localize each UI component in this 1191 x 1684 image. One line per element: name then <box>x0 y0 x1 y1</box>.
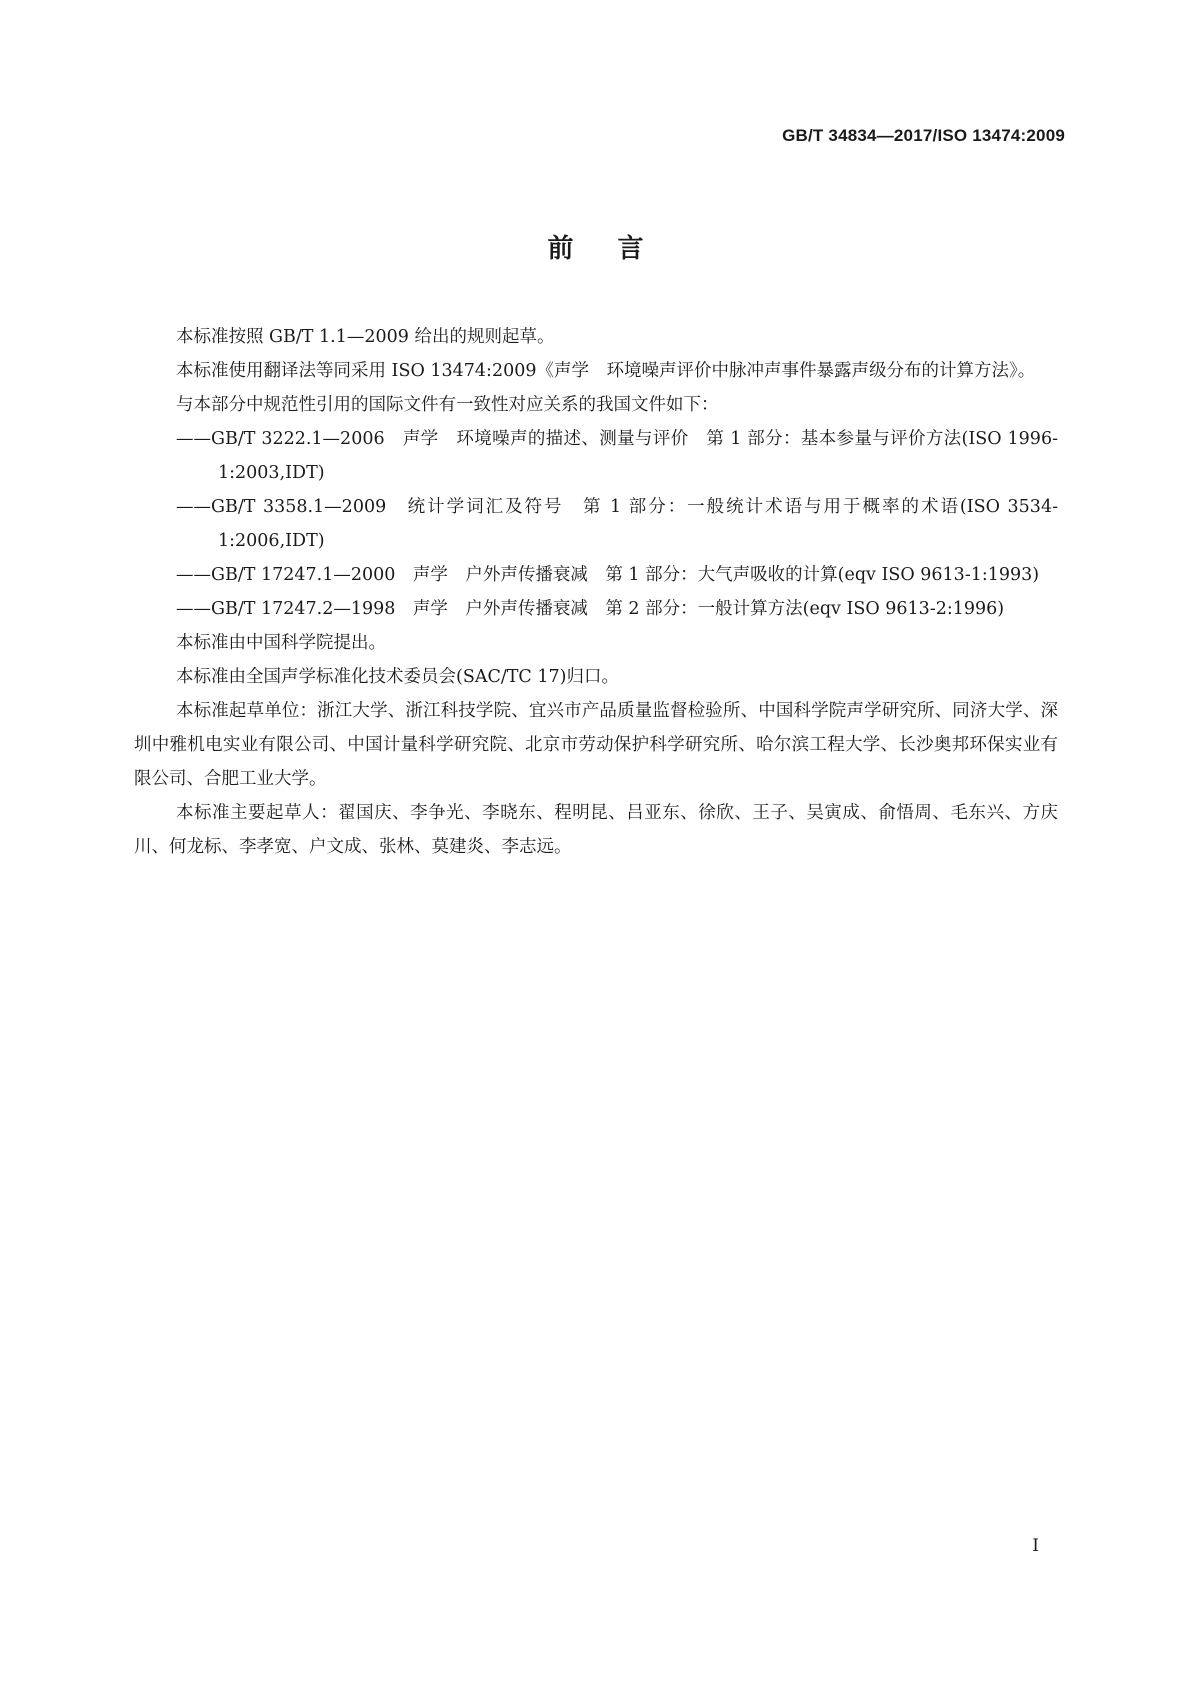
paragraph-centralized-by: 本标准由全国声学标准化技术委员会(SAC/TC 17)归口。 <box>176 667 619 687</box>
standard-code-header: GB/T 34834—2017/ISO 13474:2009 <box>782 126 1065 145</box>
reference-item: ——GB/T 3358.1—2009 统计学词汇及符号 第 1 部分：一般统计术语与用于概率的术语(ISO 3534-1:2006,IDT) <box>176 497 1058 551</box>
paragraph-drafting-units: 本标准起草单位：浙江大学、浙江科技学院、宜兴市产品质量监督检验所、中国科学院声学研究所、同济大学、深圳中雅机电实业有限公司、中国计量科学研究院、北京市劳动保护科学研究所、哈尔滨工程大学、长沙奥邦环保实业有限公司、合肥工业大学。 <box>134 701 1058 789</box>
page-number: I <box>1032 1536 1039 1556</box>
reference-item: ——GB/T 17247.1—2000 声学 户外声传播衰减 第 1 部分：大气声吸收的计算(eqv ISO 9613-1:1993) <box>176 565 1040 585</box>
paragraph-references-intro: 与本部分中规范性引用的国际文件有一致性对应关系的我国文件如下： <box>176 395 719 415</box>
reference-item: ——GB/T 3222.1—2006 声学 环境噪声的描述、测量与评价 第 1 部分：基本参量与评价方法(ISO 1996-1:2003,IDT) <box>176 429 1058 483</box>
paragraph-drafting-rules: 本标准按照 GB/T 1.1—2009 给出的规则起草。 <box>176 327 555 347</box>
reference-item: ——GB/T 17247.2—1998 声学 户外声传播衰减 第 2 部分：一般计算方法(eqv ISO 9613-2:1996) <box>176 599 1005 619</box>
paragraph-drafters: 本标准主要起草人：翟国庆、李争光、李晓东、程明昆、吕亚东、徐欣、王子、吴寅成、俞悟周、毛东兴、方庆川、何龙标、李孝宽、户文成、张林、莫建炎、李志远。 <box>134 803 1058 857</box>
page-title: 前言 <box>547 234 688 264</box>
paragraph-adoption: 本标准使用翻译法等同采用 ISO 13474:2009《声学 环境噪声评价中脉冲声事件暴露声级分布的计算方法》。 <box>176 361 1036 381</box>
foreword-body <box>134 320 1058 864</box>
paragraph-proposer: 本标准由中国科学院提出。 <box>176 633 386 653</box>
